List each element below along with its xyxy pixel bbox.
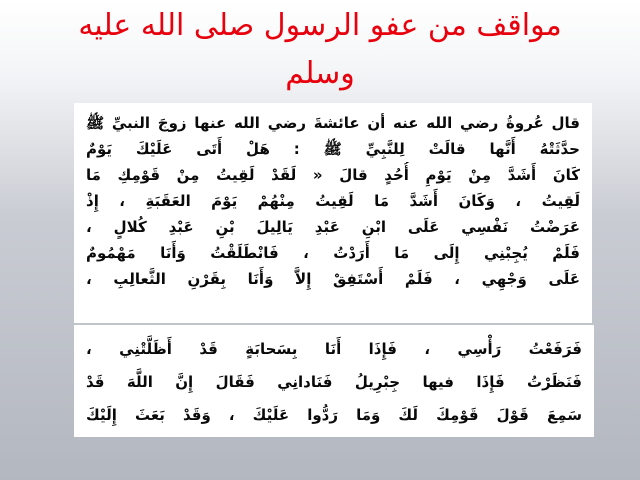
text-line: لَقِيتُ ، وَكَانَ أَشَدَّ مَا لَقِيتُ مِنْهُمْ يَوْمَ العَقَبَةِ ، إِذْ (86, 192, 580, 210)
text-line: عَرَضْتُ نَفْسِي عَلَى ابْنِ عَبْدِ يَالِيلَ بْنِ عَبْدِ كُلالٍ ، (86, 218, 580, 236)
text-line: فَرَفَعْتُ رَأْسِي ، فَإِذَا أَنَا بِسَحابَةٍ قَدْ أَظَلَّتْنِي ، (86, 340, 582, 358)
text-line: فَلَمْ يُجِبْنِي إِلَى مَا أَرَدْتُ ، فَانْطَلَقْتُ وَأَنَا مَهْمُومٌ (86, 244, 580, 262)
slide-title-line: وسلم (285, 56, 355, 91)
slide-title-line: مواقف من عفو الرسول صلى الله عليه (78, 8, 562, 43)
text-line: كَانَ أَشَدَّ مِنْ يَوْمِ أُحُدٍ قالَ « لَقَدْ لَقِيتُ مِنْ قَوْمِكِ مَا (86, 166, 580, 184)
hadith-text-panel-1 (74, 103, 592, 323)
slide-title (20, 2, 620, 98)
text-line: حدَّثَتْهُ أَنَّها قالَتْ لِلنَّبِيِّ ﷺ : هَلْ أَتَى عَلَيْكَ يَوْمٌ (86, 140, 580, 158)
text-line: عَلَى وَجْهِي ، فَلَمْ أَسْتَفِقْ إِلاَّ وَأَنَا بِقَرْنِ الثَّعالِبِ ، (86, 270, 580, 288)
text-line: سَمِعَ قَوْلَ قَوْمِكَ لَكَ وَمَا رَدُّوا عَلَيْكَ ، وَقَدْ بَعَثَ إِلَيْكَ (86, 406, 582, 424)
hadith-text-panel-2 (74, 325, 594, 437)
text-line: قال عُروةُ رضي الله عنه أن عائشةَ رضي الله عنها زوجَ النبيِّ ﷺ (86, 114, 580, 132)
text-line: فَنَظَرْتُ فَإِذَا فيها جِبْرِيلُ فَنَادانِي فَقَالَ إِنَّ اللَّهَ قَدْ (86, 373, 582, 391)
